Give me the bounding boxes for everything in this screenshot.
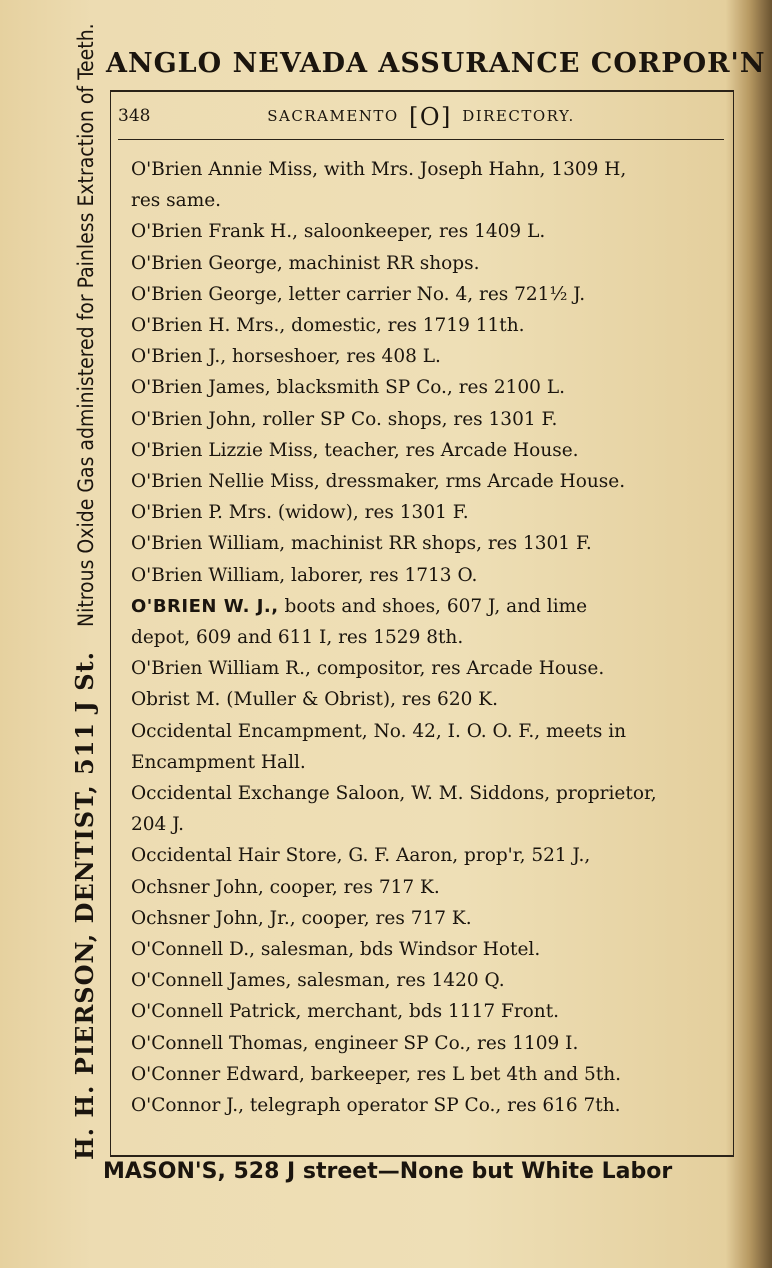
directory-entry bbox=[131, 996, 731, 1027]
directory-entry bbox=[131, 528, 731, 559]
section-letter: [O] bbox=[409, 103, 452, 131]
header-rule bbox=[118, 139, 724, 140]
side-advertisement-banner bbox=[70, 23, 106, 1160]
entry-text: O'Brien J., horseshoer, res 408 L. bbox=[131, 346, 441, 368]
directory-entry bbox=[131, 404, 731, 435]
entry-text: Occidental Encampment, No. 42, I. O. O. F., meets in bbox=[131, 720, 627, 742]
bottom-advertisement-banner: MASON'S, 528 J street—None but White Labor bbox=[103, 1159, 673, 1184]
directory-entry bbox=[131, 684, 731, 715]
entry-continuation: depot, 609 and 611 I, res 1529 8th. bbox=[131, 627, 464, 649]
running-head-title bbox=[118, 104, 724, 130]
side-banner-dentist: H. H. PIERSON, DENTIST, 511 J St. bbox=[70, 651, 99, 1160]
entry-text: O'Brien Annie Miss, with Mrs. Joseph Hahn, 1309 H, bbox=[131, 159, 627, 180]
running-head-city: SACRAMENTO bbox=[267, 107, 399, 125]
entry-text: O'Brien Nellie Miss, dressmaker, rms Arcade House. bbox=[131, 471, 626, 493]
directory-entry bbox=[131, 341, 731, 372]
entry-text: O'Brien John, roller SP Co. shops, res 1301 F. bbox=[131, 408, 558, 430]
entry-text: Obrist M. (Muller & Obrist), res 620 K. bbox=[131, 689, 498, 711]
entry-text: O'Brien William, machinist RR shops, res 1301 F. bbox=[131, 533, 592, 555]
directory-entry bbox=[131, 248, 731, 279]
directory-entry bbox=[131, 934, 731, 965]
directory-entry bbox=[131, 372, 731, 403]
directory-entry bbox=[131, 497, 731, 528]
running-head-directory: DIRECTORY. bbox=[462, 107, 575, 125]
entry-text: boots and shoes, 607 J, and lime bbox=[278, 595, 588, 617]
directory-entry bbox=[131, 716, 731, 778]
directory-entry bbox=[131, 1090, 731, 1121]
entry-text: O'Brien Frank H., saloonkeeper, res 1409 L. bbox=[131, 221, 546, 243]
entry-bold-name: O'BRIEN W. J., bbox=[131, 595, 279, 617]
entry-text: O'Brien George, machinist RR shops. bbox=[131, 252, 480, 274]
directory-entry bbox=[131, 216, 731, 247]
entry-text: Occidental Exchange Saloon, W. M. Siddons, proprietor, bbox=[131, 783, 657, 805]
entry-text: Occidental Hair Store, G. F. Aaron, prop'r, 521 J., bbox=[131, 845, 591, 867]
entry-text: O'Connell James, salesman, res 1420 Q. bbox=[131, 970, 505, 992]
directory-entries bbox=[131, 154, 731, 1121]
entry-text: O'Connor J., telegraph operator SP Co., res 616 7th. bbox=[131, 1095, 621, 1117]
directory-entry bbox=[131, 840, 731, 871]
entry-text: O'Brien George, letter carrier No. 4, res 721½ J. bbox=[131, 283, 586, 305]
entry-text: O'Brien James, blacksmith SP Co., res 2100 L. bbox=[131, 377, 565, 399]
entry-text: O'Conner Edward, barkeeper, res L bet 4th and 5th. bbox=[131, 1063, 621, 1085]
entry-text: O'Connell Patrick, merchant, bds 1117 Front. bbox=[131, 1001, 560, 1023]
entry-text: Ochsner John, cooper, res 717 K. bbox=[131, 876, 440, 898]
directory-entry bbox=[131, 1028, 731, 1059]
directory-entry bbox=[131, 435, 731, 466]
entry-continuation: res same. bbox=[131, 190, 222, 212]
directory-entry bbox=[131, 154, 731, 216]
page-number: 348 bbox=[118, 106, 151, 126]
entry-text: O'Brien P. Mrs. (widow), res 1301 F. bbox=[131, 502, 469, 524]
directory-entry bbox=[131, 279, 731, 310]
directory-entry bbox=[131, 560, 731, 591]
directory-entry bbox=[131, 965, 731, 996]
directory-entry bbox=[131, 466, 731, 497]
side-banner-tagline: Nitrous Oxide Gas administered for Painless Extraction of Teeth. bbox=[74, 23, 98, 628]
entry-text: O'Brien William, laborer, res 1713 O. bbox=[131, 564, 478, 586]
entry-text: O'Brien Lizzie Miss, teacher, res Arcade House. bbox=[131, 439, 579, 461]
entry-text: O'Connell Thomas, engineer SP Co., res 1109 I. bbox=[131, 1032, 579, 1054]
entry-continuation: Encampment Hall. bbox=[131, 751, 306, 773]
directory-entry bbox=[131, 1059, 731, 1090]
entry-text: O'Brien William R., compositor, res Arcade House. bbox=[131, 658, 605, 680]
directory-entry bbox=[131, 310, 731, 341]
entry-text: Ochsner John, Jr., cooper, res 717 K. bbox=[131, 907, 472, 929]
directory-entry bbox=[131, 591, 731, 653]
directory-entry bbox=[131, 903, 731, 934]
top-advertisement-banner: ANGLO NEVADA ASSURANCE CORPOR'N bbox=[106, 48, 766, 79]
directory-entry bbox=[131, 653, 731, 684]
directory-entry bbox=[131, 778, 731, 840]
running-header bbox=[118, 104, 724, 134]
entry-continuation: 204 J. bbox=[131, 814, 185, 836]
directory-entry bbox=[131, 872, 731, 903]
entry-text: O'Connell D., salesman, bds Windsor Hotel. bbox=[131, 939, 541, 961]
entry-text: O'Brien H. Mrs., domestic, res 1719 11th. bbox=[131, 315, 525, 337]
